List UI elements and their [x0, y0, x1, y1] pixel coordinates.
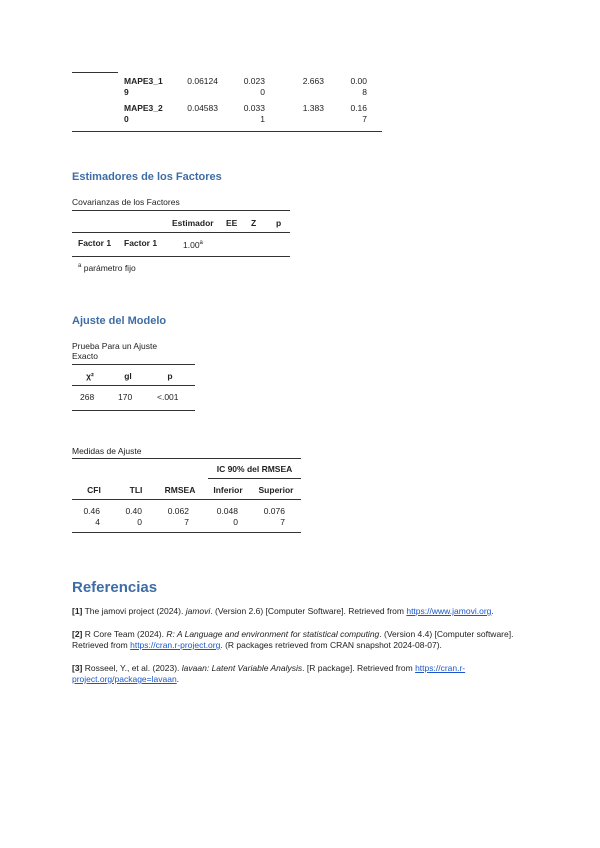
col-header-p: p [276, 218, 282, 228]
col-header-cfi: CFI [87, 485, 101, 495]
col-header-rmsea: RMSEA [164, 485, 196, 495]
header-rule [72, 232, 290, 233]
table-top-rule [72, 364, 195, 365]
lower-value: 0.048 0 [216, 506, 238, 527]
table-caption: Prueba Para un Ajuste Exacto [72, 341, 158, 361]
p-value: <.001 [157, 392, 179, 402]
chi2-value: 268 [80, 392, 95, 402]
table-bottom-rule [72, 410, 195, 411]
upper-value: 0.076 7 [263, 506, 285, 527]
p-value: 0.16 7 [350, 103, 367, 124]
col-header-chi2: χ² [86, 371, 94, 381]
col-header-upper: Superior [258, 485, 294, 495]
section-title-factors: Estimadores de los Factores [72, 171, 222, 183]
col-header-tli: TLI [129, 485, 143, 495]
group-header-rmsea-ci: IC 90% del RMSEA [216, 464, 293, 474]
table-top-rule [72, 458, 301, 459]
col-header-se: EE [226, 218, 238, 228]
row-factor-a: Factor 1 [78, 238, 112, 248]
table-bottom-rule [72, 256, 290, 257]
table-top-rule [72, 210, 290, 211]
row-label: MAPE3_1 9 [124, 76, 163, 97]
references-title: Referencias [72, 579, 158, 596]
table-bottom-rule [72, 532, 301, 533]
se-value: 0.023 0 [243, 76, 265, 97]
table-bottom-rule [72, 131, 382, 132]
z-value: 1.383 [302, 103, 324, 113]
tli-value: 0.40 0 [125, 506, 142, 527]
reference-link[interactable]: https://cran.r-project.org/package=lavaan [72, 663, 466, 684]
row-label: MAPE3_2 0 [124, 103, 163, 124]
estimate-value: 0.04583 [187, 103, 218, 113]
table-caption: Covarianzas de los Factores [72, 197, 180, 207]
p-value: 0.00 8 [350, 76, 367, 97]
reference-item: [3] Rosseel, Y., et al. (2023). lavaan: Latent Variable Analysis. [R package]. Retrieved from https://cran.r-project.org/package=lavaan. [72, 663, 466, 684]
col-header-p: p [167, 371, 173, 381]
header-rule [72, 385, 195, 386]
se-value: 0.033 1 [243, 103, 265, 124]
col-header-z: Z [251, 218, 257, 228]
estimate-value: 0.06124 [187, 76, 218, 86]
reference-link[interactable]: https://www.jamovi.org [406, 606, 492, 616]
reference-link[interactable]: https://cran.r-project.org [130, 640, 221, 650]
reference-item: [2] R Core Team (2024). R: A Language and environment for statistical computing. (Version 4.4) [Computer software]. Retrieved from https://cran.r-project.org. (R packages retrieved from CRAN snapshot 2024-08-07). [72, 629, 514, 650]
table-footnote: $^a$ parámetro fijo [78, 263, 136, 273]
z-value: 2.663 [302, 76, 324, 86]
header-rule [72, 499, 301, 500]
col-header-estimate: Estimador [172, 218, 214, 228]
row-factor-b: Factor 1 [124, 238, 158, 248]
col-header-lower: Inferior [213, 485, 243, 495]
section-title-fit: Ajuste del Modelo [72, 315, 167, 327]
table-partial-rule [72, 72, 118, 73]
df-value: 170 [118, 392, 133, 402]
col-header-df: gl [124, 371, 132, 381]
rmsea-value: 0.062 7 [167, 506, 189, 527]
reference-item: [1] The jamovi project (2024). jamovi. (Version 2.6) [Computer Software]. Retrieved from https://www.jamovi.org. [72, 606, 494, 616]
cfi-value: 0.46 4 [83, 506, 100, 527]
estimate-value: 1.00$^a$ [183, 239, 203, 250]
table-caption: Medidas de Ajuste [72, 446, 142, 456]
group-header-rule [208, 478, 301, 479]
